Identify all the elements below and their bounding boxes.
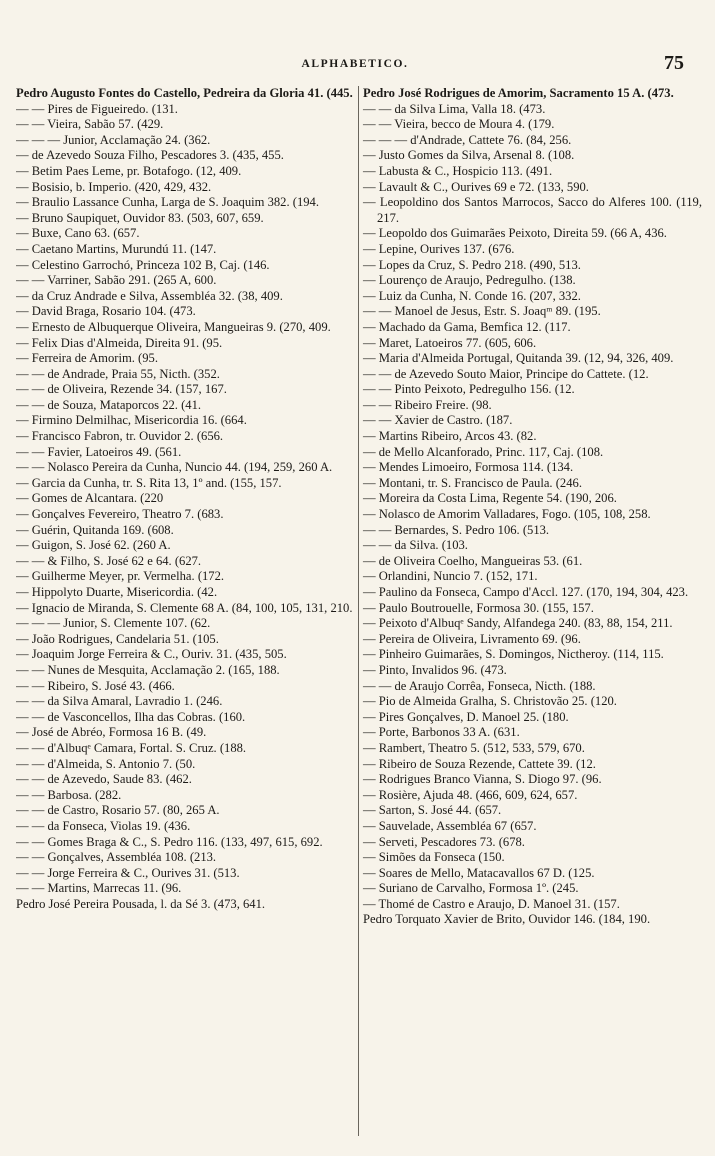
directory-entry: — da Cruz Andrade e Silva, Assembléa 32. (38, 409. <box>16 288 283 303</box>
directory-entry: — — Manoel de Jesus, Estr. S. Joaqᵐ 89. (195. <box>363 304 601 319</box>
directory-entry: — Lopes da Cruz, S. Pedro 218. (490, 513. <box>363 257 581 272</box>
directory-entry: — — de Oliveira, Rezende 34. (157, 167. <box>16 382 227 397</box>
directory-entry: — Guigon, S. José 62. (260 A. <box>16 538 171 553</box>
directory-entry: — Suriano de Carvalho, Formosa 1º. (245. <box>363 881 579 896</box>
directory-entry: — Pinheiro Guimarães, S. Domingos, Nictheroy. (114, 115. <box>363 647 664 662</box>
directory-entry: — — Xavier de Castro. (187. <box>363 413 513 428</box>
directory-entry: — Pires Gonçalves, D. Manoel 25. (180. <box>363 709 569 724</box>
directory-entry: — Soares de Mello, Matacavallos 67 D. (125. <box>363 865 595 880</box>
directory-entry: — Lourenço de Araujo, Pedregulho. (138. <box>363 273 576 288</box>
directory-entry: — João Rodrigues, Candelaria 51. (105. <box>16 631 219 646</box>
directory-entry: — Guilherme Meyer, pr. Vermelha. (172. <box>16 569 225 584</box>
directory-entry: — — Nunes de Mesquita, Acclamação 2. (165, 188. <box>16 662 280 677</box>
directory-entry: — — Favier, Latoeiros 49. (561. <box>16 444 182 459</box>
directory-entry: — Lavault & C., Ourives 69 e 72. (133, 590. <box>363 179 589 194</box>
directory-entry: — — Pinto Peixoto, Pedregulho 156. (12. <box>363 382 575 397</box>
directory-entry: — Orlandini, Nuncio 7. (152, 171. <box>363 569 538 584</box>
directory-entry: — — Ribeiro Freire. (98. <box>363 397 492 412</box>
directory-entry: — Sauvelade, Assembléa 67 (657. <box>363 818 537 833</box>
directory-entry: — Peixoto d'Albuqᵉ Sandy, Alfandega 240. (83, 88, 154, 211. <box>363 616 673 631</box>
directory-entry: — David Braga, Rosario 104. (473. <box>16 304 196 319</box>
directory-entry: — Bosisio, b. Imperio. (420, 429, 432. <box>16 179 212 194</box>
directory-entry: — — de Azevedo, Saude 83. (462. <box>16 772 192 787</box>
directory-entry: — Francisco Fabron, tr. Ouvidor 2. (656. <box>16 429 224 444</box>
directory-entry: — — Nolasco Pereira da Cunha, Nuncio 44. (194, 259, 260 A. <box>16 460 333 475</box>
page-number: 75 <box>664 52 684 74</box>
page-header <box>20 52 690 78</box>
directory-entry: — — d'Almeida, S. Antonio 7. (50. <box>16 756 196 771</box>
directory-entry: — — de Vasconcellos, Ilha das Cobras. (160. <box>16 709 246 724</box>
directory-entry: — — — Junior, Acclamação 24. (362. <box>16 132 211 147</box>
directory-entry: — — Pires de Figueiredo. (131. <box>16 101 178 116</box>
directory-entry: — — Vieira, becco de Moura 4. (179. <box>363 117 555 132</box>
directory-entry: — Bruno Saupiquet, Ouvidor 83. (503, 607, 659. <box>16 210 264 225</box>
directory-entry: — Gonçalves Fevereiro, Theatro 7. (683. <box>16 507 224 522</box>
directory-entry: — Buxe, Cano 63. (657. <box>16 226 140 241</box>
directory-entry: — de Oliveira Coelho, Mangueiras 53. (61. <box>363 553 583 568</box>
directory-entry: — Mendes Limoeiro, Formosa 114. (134. <box>363 460 574 475</box>
directory-entry: — Caetano Martins, Murundú 11. (147. <box>16 241 217 256</box>
directory-entry: — Justo Gomes da Silva, Arsenal 8. (108. <box>363 148 575 163</box>
directory-entry: — Garcia da Cunha, tr. S. Rita 13, 1º and. (155, 157. <box>16 475 282 490</box>
directory-entry: — Joaquim Jorge Ferreira & C., Ouriv. 31. (435, 505. <box>16 647 287 662</box>
directory-entry: — — de Azevedo Souto Maior, Principe do Cattete. (12. <box>363 366 649 381</box>
directory-entry: — Serveti, Pescadores 73. (678. <box>363 834 525 849</box>
directory-entry: Pedro José Rodrigues de Amorim, Sacramento 15 A. (473. <box>363 86 674 100</box>
directory-entry: — Rambert, Theatro 5. (512, 533, 579, 670. <box>363 740 585 755</box>
directory-entry: — Ignacio de Miranda, S. Clemente 68 A. (84, 100, 105, 131, 210. <box>16 600 353 615</box>
directory-entry: — Guérin, Quitanda 169. (608. <box>16 522 174 537</box>
directory-entry: — Ferreira de Amorim. (95. <box>16 351 158 366</box>
directory-entry: — — Bernardes, S. Pedro 106. (513. <box>363 522 550 537</box>
directory-entry: Pedro Torquato Xavier de Brito, Ouvidor 146. (184, 190. <box>363 912 651 927</box>
directory-entry: — Braulio Lassance Cunha, Larga de S. Joaquim 382. (194. <box>16 195 320 210</box>
directory-entry: — Betim Paes Leme, pr. Botafogo. (12, 409. <box>16 163 242 178</box>
directory-entry: — José de Abréo, Formosa 16 B. (49. <box>16 725 207 740</box>
right-column <box>359 86 702 1136</box>
directory-entry: — Lepine, Ourives 137. (676. <box>363 241 515 256</box>
directory-entry: — Maria d'Almeida Portugal, Quitanda 39. (12, 94, 326, 409. <box>363 351 674 366</box>
directory-entry: — — d'Albuqᵉ Camara, Fortal. S. Cruz. (188. <box>16 740 247 755</box>
directory-entry: — Maret, Latoeiros 77. (605, 606. <box>363 335 537 350</box>
directory-entry: — Pio de Almeida Gralha, S. Christovão 25. (120. <box>363 694 617 709</box>
directory-entry: — Sarton, S. José 44. (657. <box>363 803 502 818</box>
directory-entry: — Thomé de Castro e Araujo, D. Manoel 31. (157. <box>363 896 620 911</box>
directory-entry: — — Vieira, Sabão 57. (429. <box>16 117 164 132</box>
directory-entry: — Pereira de Oliveira, Livramento 69. (96. <box>363 631 581 646</box>
directory-entry: — — da Silva Lima, Valla 18. (473. <box>363 101 546 116</box>
directory-entry: — Leopoldino dos Santos Marrocos, Sacco do Alferes 100. (119, 217. <box>363 195 702 225</box>
directory-entry: — — da Silva Amaral, Lavradio 1. (246. <box>16 694 223 709</box>
directory-entry: — — Jorge Ferreira & C., Ourives 31. (513. <box>16 865 240 880</box>
directory-entry: — Montani, tr. S. Francisco de Paula. (246. <box>363 475 582 490</box>
directory-entry: — Leopoldo dos Guimarães Peixoto, Direita 59. (66 A, 436. <box>363 226 667 241</box>
directory-entry: — Rosière, Ajuda 48. (466, 609, 624, 657. <box>363 787 578 802</box>
directory-entry: — — Barbosa. (282. <box>16 787 122 802</box>
directory-entry: — — — d'Andrade, Cattete 76. (84, 256. <box>363 132 572 147</box>
directory-entry: — Gomes de Alcantara. (220 <box>16 491 164 506</box>
directory-entry: — Martins Ribeiro, Arcos 43. (82. <box>363 429 537 444</box>
directory-entry: — — de Souza, Mataporcos 22. (41. <box>16 397 202 412</box>
directory-entry: — Hippolyto Duarte, Misericordia. (42. <box>16 585 218 599</box>
directory-entry: — — de Castro, Rosario 57. (80, 265 A. <box>16 803 220 818</box>
directory-entry: — Simões da Fonseca (150. <box>363 850 505 865</box>
directory-entry: — Firmino Delmilhac, Misericordia 16. (664. <box>16 413 247 428</box>
directory-entry: — — Gomes Braga & C., S. Pedro 116. (133, 497, 615, 692. <box>16 834 323 849</box>
directory-entry: — Moreira da Costa Lima, Regente 54. (190, 206. <box>363 491 617 506</box>
directory-entry: — Nolasco de Amorim Valladares, Fogo. (105, 108, 258. <box>363 507 651 522</box>
directory-entry: — de Mello Alcanforado, Princ. 117, Caj. (108. <box>363 444 604 459</box>
page-title: ALPHABETICO. <box>301 58 409 70</box>
left-column <box>16 86 359 1136</box>
directory-entry: — — Gonçalves, Assembléa 108. (213. <box>16 850 217 865</box>
directory-entry: — — — Junior, S. Clemente 107. (62. <box>16 616 211 631</box>
directory-entry: — Paulo Boutrouelle, Formosa 30. (155, 157. <box>363 600 594 615</box>
directory-entry: — Ribeiro de Souza Rezende, Cattete 39. (12. <box>363 756 596 771</box>
directory-entry: — Luiz da Cunha, N. Conde 16. (207, 332. <box>363 288 581 303</box>
directory-entry: — Felix Dias d'Almeida, Direita 91. (95. <box>16 335 223 350</box>
directory-entry: — Celestino Garrochó, Princeza 102 B, Caj. (146. <box>16 257 270 272</box>
directory-entry: — — da Fonseca, Violas 19. (436. <box>16 818 191 833</box>
directory-entry: — Ernesto de Albuquerque Oliveira, Mangueiras 9. (270, 409. <box>16 319 331 334</box>
directory-columns <box>16 86 702 1136</box>
directory-entry: — Pinto, Invalidos 96. (473. <box>363 662 507 677</box>
directory-entry: — — Ribeiro, S. José 43. (466. <box>16 678 175 693</box>
directory-entry: Pedro Augusto Fontes do Castello, Pedreira da Gloria 41. (445. <box>16 86 353 100</box>
directory-entry: — de Azevedo Souza Filho, Pescadores 3. (435, 455. <box>16 148 284 163</box>
directory-entry: — Machado da Gama, Bemfica 12. (117. <box>363 319 571 334</box>
directory-entry: Pedro José Pereira Pousada, l. da Sé 3. (473, 641. <box>16 896 266 911</box>
directory-entry: — — Martins, Marrecas 11. (96. <box>16 881 182 896</box>
directory-entry: — Porte, Barbonos 33 A. (631. <box>363 725 520 740</box>
directory-entry: — Rodrigues Branco Vianna, S. Diogo 97. (96. <box>363 772 602 787</box>
directory-entry: — — de Araujo Corrêa, Fonseca, Nicth. (188. <box>363 678 596 693</box>
directory-entry: — — da Silva. (103. <box>363 538 468 553</box>
directory-entry: — — de Andrade, Praia 55, Nicth. (352. <box>16 366 220 381</box>
directory-entry: — — & Filho, S. José 62 e 64. (627. <box>16 553 202 568</box>
directory-entry: — Labusta & C., Hospicio 113. (491. <box>363 163 553 178</box>
directory-entry: — Paulino da Fonseca, Campo d'Accl. 127. (170, 194, 304, 423. <box>363 585 689 599</box>
directory-entry: — — Varriner, Sabão 291. (265 A, 600. <box>16 273 217 288</box>
